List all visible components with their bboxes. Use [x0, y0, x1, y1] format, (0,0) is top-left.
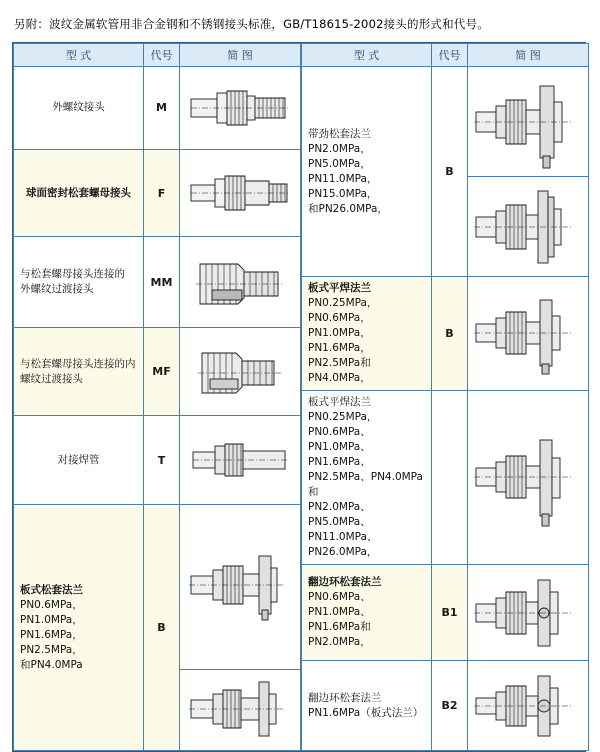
figure-cell: [468, 67, 589, 177]
table-row: [14, 416, 301, 505]
type-line: PN0.25MPa，PN0.6MPa、: [308, 411, 378, 438]
figure-cell: [180, 67, 301, 150]
type-line: 与松套螺母接头连接的: [20, 268, 125, 281]
type-line: 与松套螺母接头连接的内: [20, 357, 136, 370]
butt-weld-pipe-figure: [185, 432, 295, 488]
plate-lap-joint-flange-figure: [185, 550, 295, 624]
table-header-row: [14, 44, 301, 67]
external-thread-adapter-figure: [186, 250, 294, 314]
code-cell: M: [144, 67, 180, 150]
plate-lap-joint-flange-figure-2: [185, 674, 295, 746]
type-line: 球面密封松套螺母接头: [26, 186, 131, 199]
table-row: [14, 328, 301, 416]
type-cell: [14, 328, 144, 416]
code-cell: F: [144, 149, 180, 237]
spherical-seal-union-nut-figure: [185, 163, 295, 223]
type-line: 带劲松套法兰: [308, 127, 371, 140]
header-type: 型 式: [302, 44, 432, 67]
table-row: [14, 505, 301, 670]
figure-cell: [468, 277, 589, 391]
type-line: PN11.0MPa，PN15.0MPa，: [308, 172, 378, 200]
table-row: [302, 391, 589, 565]
figure-cell: [468, 565, 589, 661]
type-line: PN0.6MPa、PN1.0MPa、: [308, 591, 371, 618]
figure-cell: [180, 237, 301, 328]
code-cell: B: [144, 505, 180, 751]
type-line: 翻边环松套法兰: [308, 576, 382, 588]
type-cell: [14, 416, 144, 505]
page-title: 另附：波纹金属软管用非合金钢和不锈钢接头标准，GB/T18615-2002接头的形式和代号。: [14, 17, 489, 31]
plate-slip-on-flange-figure-2: [472, 426, 584, 530]
table-row: [14, 237, 301, 328]
type-line: 板式松套法兰: [20, 583, 83, 596]
type-line: PN1.6MPa，PN2.5MPa，: [20, 628, 83, 656]
type-line: 螺纹过渡接头: [20, 372, 83, 385]
code-cell: T: [144, 416, 180, 505]
flared-ring-lap-flange-figure-2: [472, 666, 584, 746]
type-line: PN11.0MPa、PN26.0MPa，: [308, 531, 378, 558]
ribbed-lap-joint-flange-figure-2: [472, 181, 584, 273]
type-line: 和PN4.0MPa: [20, 658, 83, 671]
table-row: [302, 67, 589, 177]
header-code: 代号: [432, 44, 468, 67]
left-fitting-table: [13, 43, 301, 751]
internal-thread-adapter-figure: [186, 341, 294, 403]
type-line: 外螺纹接头: [52, 101, 105, 114]
code-cell: MM: [144, 237, 180, 328]
code-cell: B1: [432, 565, 468, 661]
type-cell: [14, 67, 144, 150]
type-line: PN1.0MPa，PN1.6MPa，: [308, 327, 371, 354]
type-line: 和PN26.0MPa，: [308, 202, 388, 215]
type-line: 外螺纹过渡接头: [20, 283, 94, 296]
type-line: PN2.5MPa和PN4.0MPa，: [308, 357, 371, 384]
code-cell: B: [432, 277, 468, 391]
figure-cell: [468, 177, 589, 277]
table-row: [302, 277, 589, 391]
plate-slip-on-flange-figure: [472, 292, 584, 376]
type-cell: [14, 149, 144, 237]
type-cell: [302, 67, 432, 277]
figure-cell: [180, 149, 301, 237]
header-figure: 简 图: [468, 44, 589, 67]
ribbed-lap-joint-flange-figure: [472, 72, 584, 172]
code-cell: MF: [144, 328, 180, 416]
table-row: [14, 67, 301, 150]
type-cell: [302, 565, 432, 661]
right-fitting-table: [301, 43, 589, 751]
type-line: PN2.5MPa、PN4.0MPa 和: [308, 471, 423, 498]
flared-ring-lap-flange-figure: [472, 570, 584, 656]
figure-cell: [468, 391, 589, 565]
type-line: PN1.6MPa（板式法兰）: [308, 706, 424, 719]
type-cell: [302, 661, 432, 751]
table-row: [14, 149, 301, 237]
type-line: 翻边环松套法兰: [308, 691, 382, 704]
type-line: PN2.0MPa、PN5.0MPa、: [308, 501, 371, 528]
type-line: 对接焊管: [57, 453, 100, 466]
type-line: 板式平焊法兰: [308, 282, 371, 294]
type-cell: [302, 391, 432, 565]
type-line: PN2.0MPa，PN5.0MPa，: [308, 142, 371, 170]
table-header-row: [302, 44, 589, 67]
type-line: PN0.6MPa，PN1.0MPa，: [20, 598, 83, 626]
code-cell: B: [432, 67, 468, 277]
figure-cell: [180, 416, 301, 505]
header-code: 代号: [144, 44, 180, 67]
table-row: [302, 565, 589, 661]
figure-cell: [180, 670, 301, 751]
type-cell: [302, 277, 432, 391]
type-cell: [14, 505, 144, 751]
type-line: PN1.6MPa和PN2.0MPa，: [308, 621, 371, 648]
figure-cell: [180, 328, 301, 416]
code-cell: B2: [432, 661, 468, 751]
header-figure: 简 图: [180, 44, 301, 67]
code-cell: [432, 391, 468, 565]
type-line: PN0.25MPa，PN0.6MPa，: [308, 297, 378, 324]
figure-cell: [468, 661, 589, 751]
type-cell: [14, 237, 144, 328]
type-line: 板式平焊法兰: [308, 396, 371, 408]
figure-cell: [180, 505, 301, 670]
type-line: PN1.0MPa、PN1.6MPa、: [308, 441, 371, 468]
table-row: [302, 661, 589, 751]
male-thread-fitting-figure: [185, 79, 295, 137]
standard-fitting-tables: [12, 42, 586, 752]
header-type: 型 式: [14, 44, 144, 67]
